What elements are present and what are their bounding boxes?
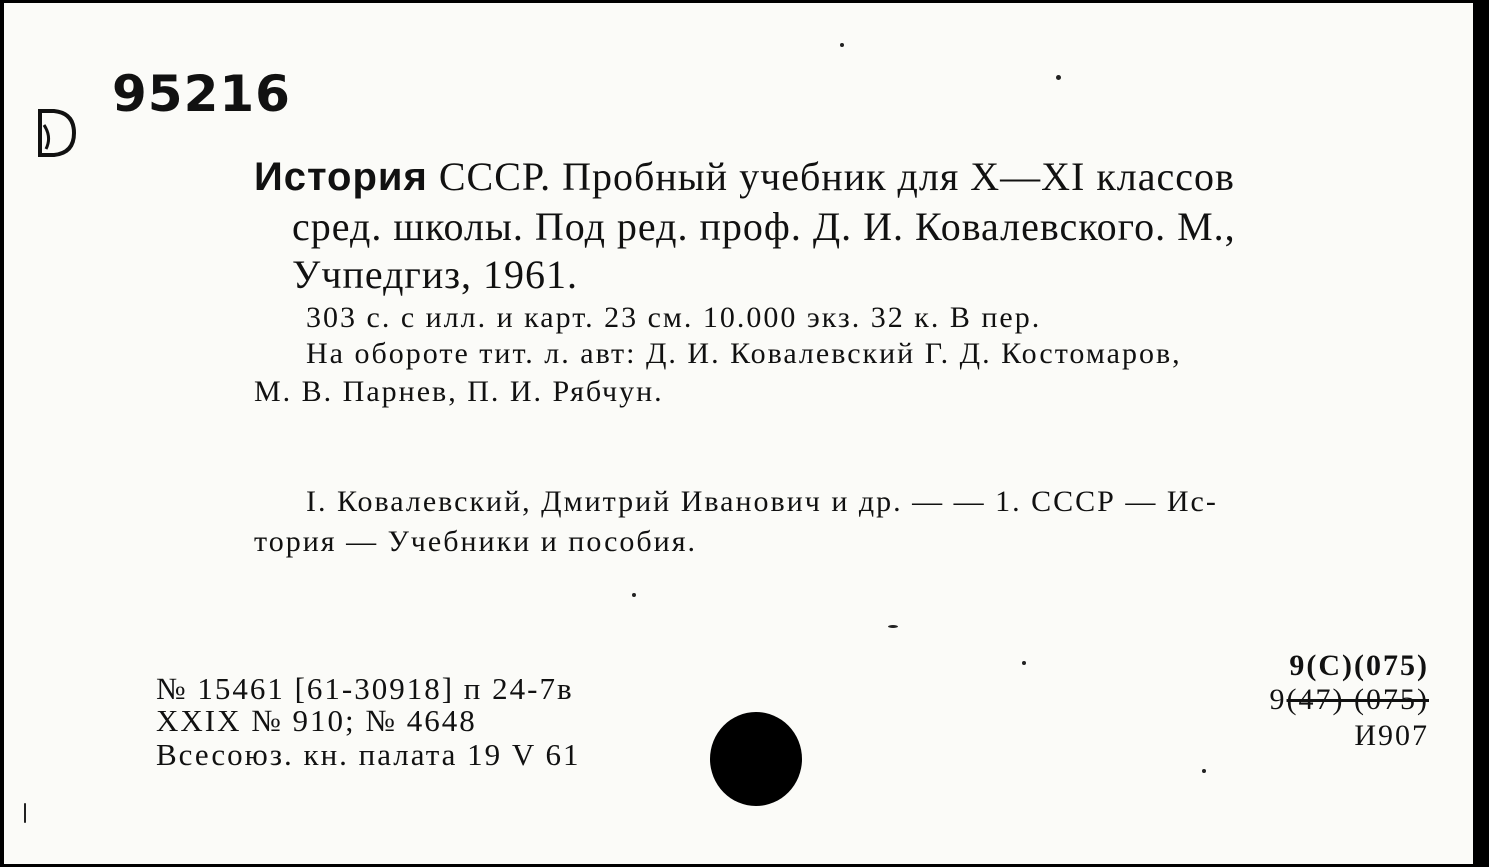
classification-code-3: И907 xyxy=(1354,719,1429,752)
dust-speck xyxy=(24,803,26,823)
d-stamp-icon xyxy=(34,107,78,159)
dust-speck xyxy=(1202,769,1206,773)
classification-code-2 xyxy=(1270,683,1429,717)
title-rest: СССР. Пробный учебник для X—XI классов xyxy=(427,154,1235,199)
footer-line-1: № 15461 [61-30918] п 24-7в xyxy=(156,671,574,706)
title-lead: История xyxy=(254,155,428,199)
dust-speck xyxy=(888,625,898,628)
dust-speck xyxy=(1022,661,1026,665)
title-line-2: сред. школы. Под ред. проф. Д. И. Ковалевского. М., xyxy=(292,204,1236,249)
classification-code-1: 9(С)(075) xyxy=(1289,649,1429,682)
dust-speck xyxy=(632,593,636,597)
index-line-2: тория — Учебники и пособия. xyxy=(254,525,698,558)
classification-code-2-struck: (47) (075) xyxy=(1286,683,1429,716)
description-line-3: М. В. Парнев, П. И. Рябчун. xyxy=(254,375,664,408)
footer-line-3: Всесоюз. кн. палата 19 V 61 xyxy=(156,737,581,772)
description-line-2: На обороте тит. л. авт: Д. И. Ковалевский Г. Д. Костомаров, xyxy=(306,337,1182,370)
handwritten-number: 95216 xyxy=(112,65,291,123)
title-line-1 xyxy=(254,153,1235,200)
dust-speck xyxy=(840,43,844,47)
index-line-1: I. Ковалевский, Дмитрий Иванович и др. — — 1. СССР — Ис- xyxy=(306,485,1218,518)
title-line-3: Учпедгиз, 1961. xyxy=(292,252,579,297)
dust-speck xyxy=(1056,75,1061,80)
catalog-card xyxy=(4,3,1473,864)
classification-code-2-plain: 9 xyxy=(1269,683,1287,716)
description-line-1: 303 с. с илл. и карт. 23 см. 10.000 экз. 32 к. В пер. xyxy=(306,301,1042,334)
footer-line-2: XXIX № 910; № 4648 xyxy=(156,703,477,738)
punch-hole xyxy=(710,712,802,806)
